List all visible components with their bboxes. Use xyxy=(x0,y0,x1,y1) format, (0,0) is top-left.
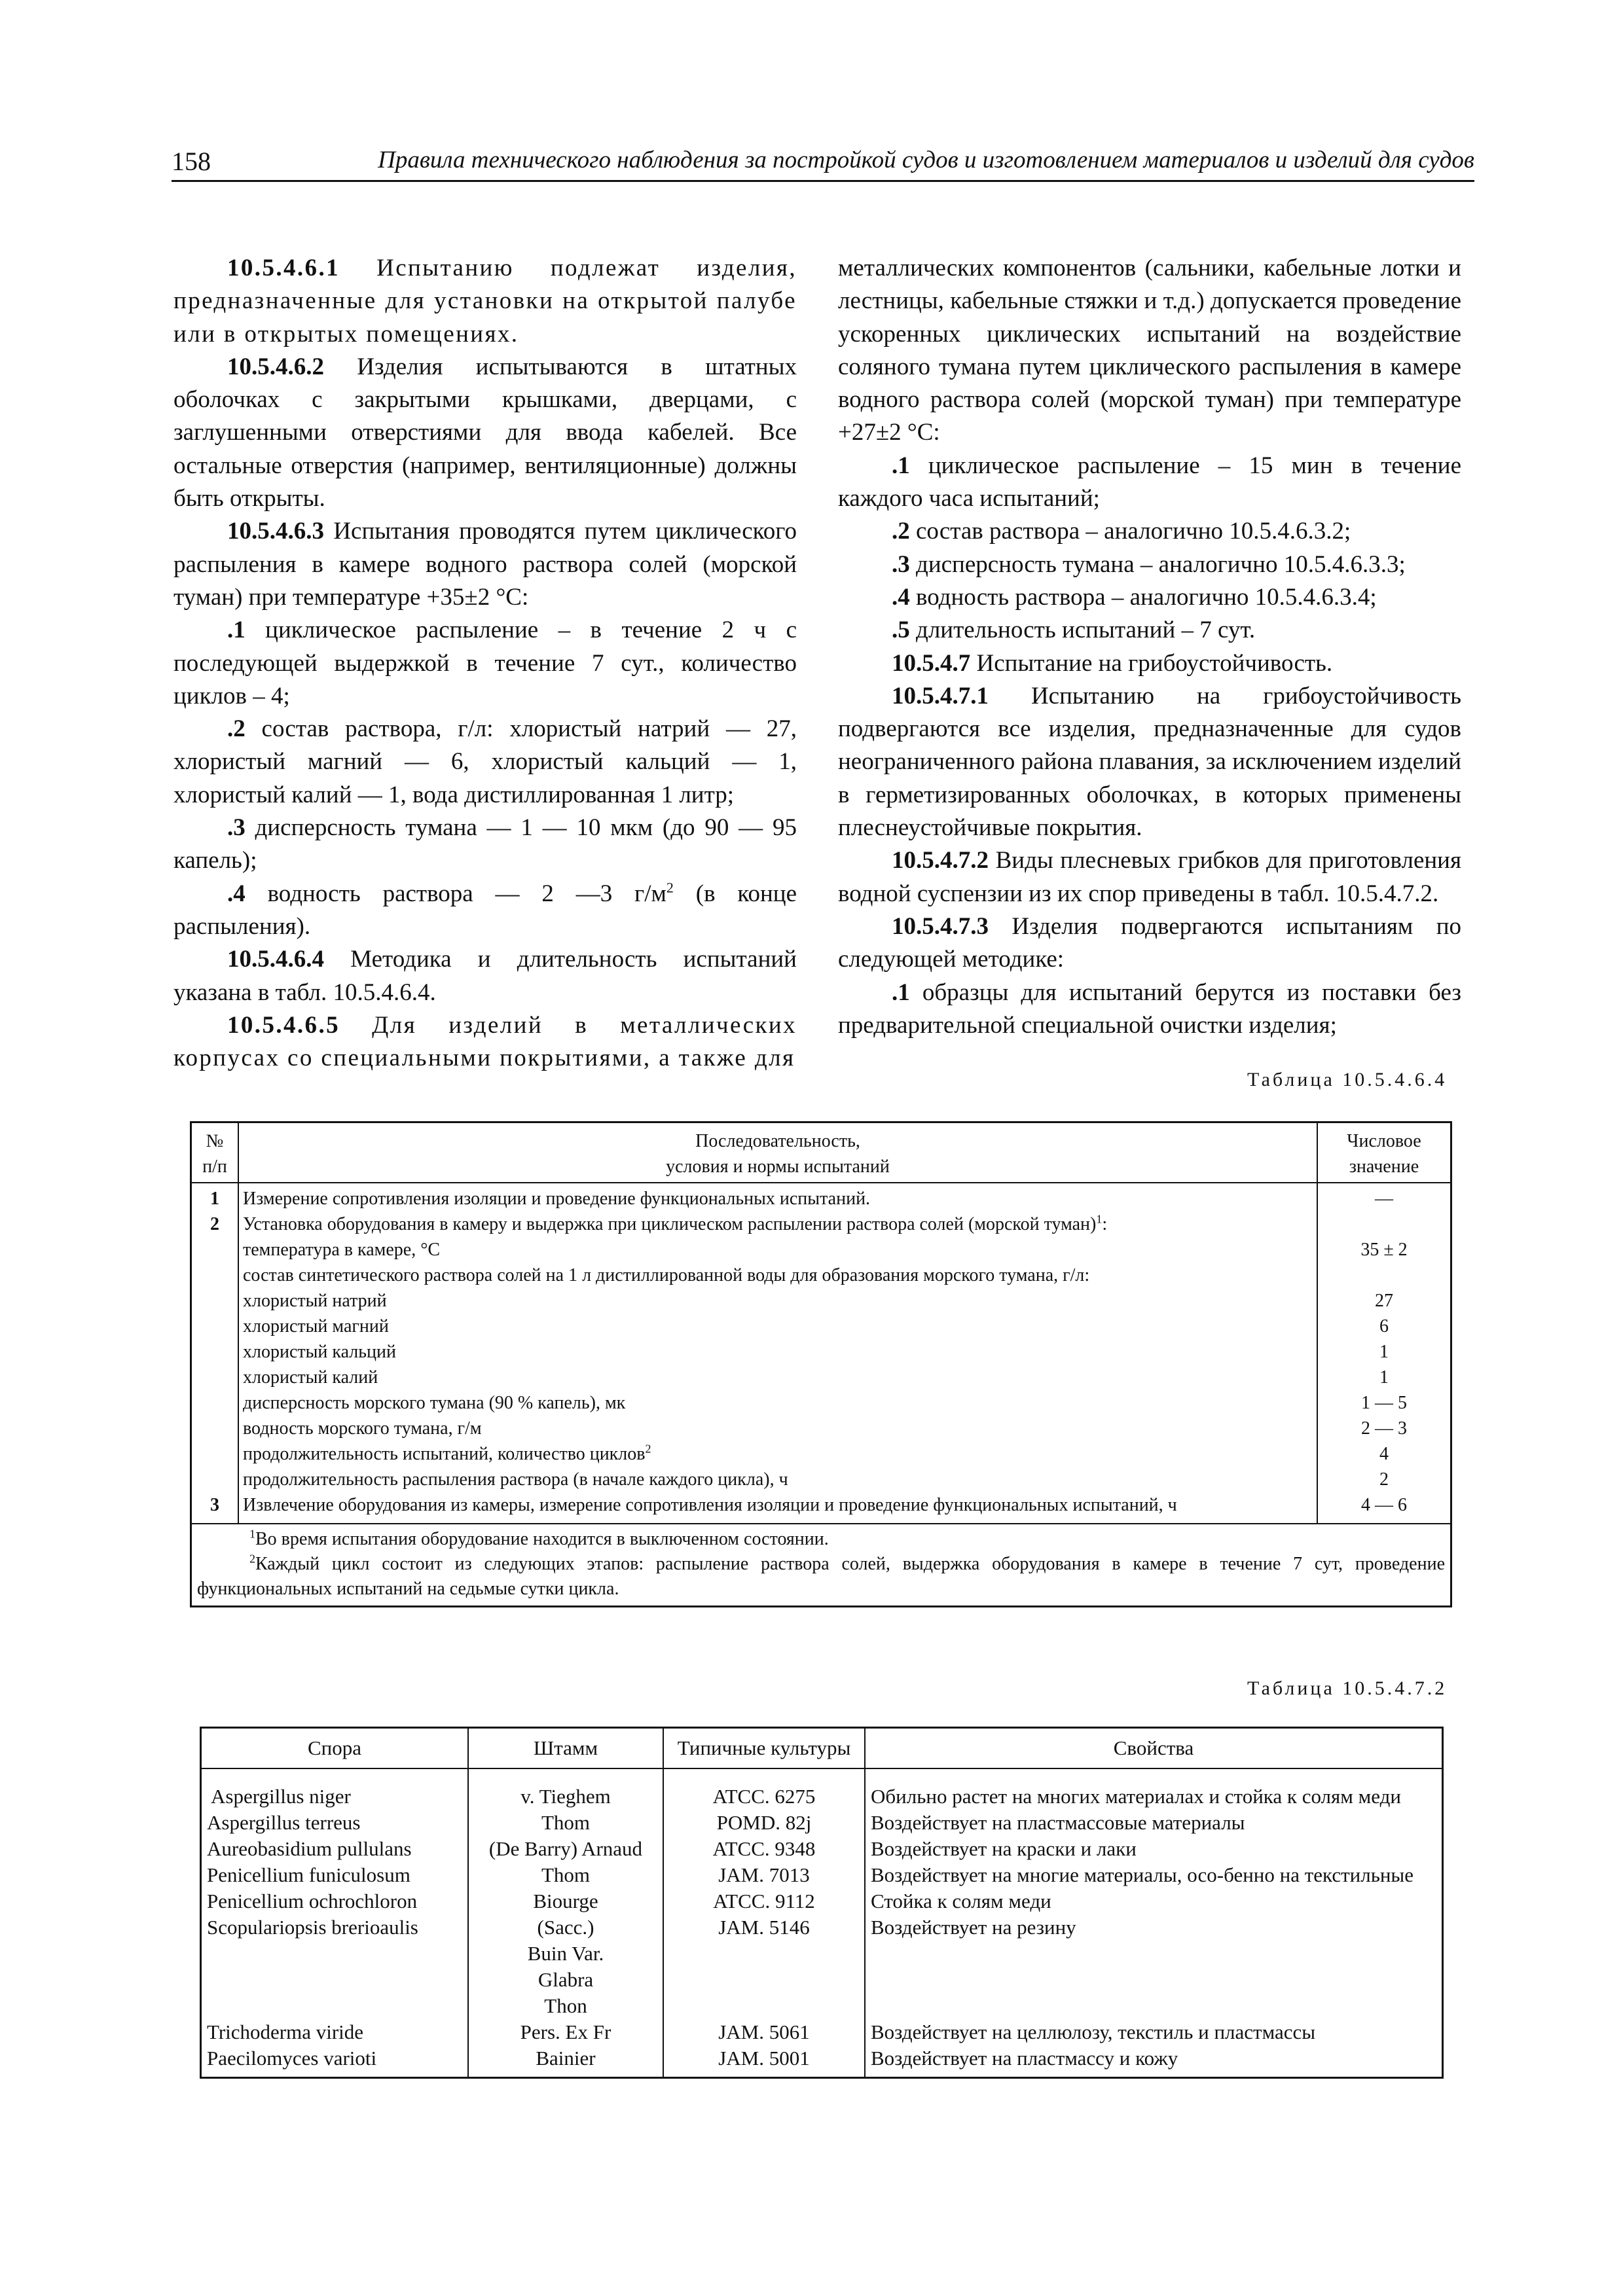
row-number xyxy=(191,1365,239,1390)
strain-cell: Thon xyxy=(468,1993,663,2019)
list-item-4: .4 водность раствора – аналогично 10.5.4.6.3.4; xyxy=(892,583,1377,611)
row-description: температура в камере, °С xyxy=(238,1237,1317,1263)
paragraph-10-5-4-7-3: 10.5.4.7.3 Изделия подвергаются испытаниям по следующей методике: xyxy=(838,912,1461,973)
footnote-1: $^1$Во время испытания оборудование находится в выключенном состоянии. xyxy=(249,1527,829,1549)
spore-cell: Scopulariopsis brerioaulis xyxy=(201,1914,469,1941)
row-value: 6 xyxy=(1317,1314,1451,1339)
column-header-culture: Типичные культуры xyxy=(663,1728,865,1769)
paragraph-10-5-4-7-2: 10.5.4.7.2 Виды плесневых грибков для приготовления водной суспензии из их спор приведены в табл. 10.5.4.7.2. xyxy=(838,847,1461,907)
culture-cell: JAM. 5061 xyxy=(663,2019,865,2045)
running-title: Правила технического наблюдения за постройкой судов и изготовлением материалов и изделий для судов xyxy=(378,147,1474,173)
table-row xyxy=(191,1237,1451,1263)
culture-cell xyxy=(663,1967,865,1993)
list-item-3: .3 дисперсность тумана – аналогично 10.5.4.6.3.3; xyxy=(892,550,1406,578)
row-number: 3 xyxy=(191,1492,239,1524)
strain-cell: (De Barry) Arnaud xyxy=(468,1836,663,1862)
properties-cell: Воздействует на многие материалы, осо-бенно на текстильные xyxy=(865,1862,1443,1888)
table-10-5-4-6-4 xyxy=(190,1121,1452,1607)
properties-cell: Воздействует на краски и лаки xyxy=(865,1836,1443,1862)
column-header-spore: Спора xyxy=(201,1728,469,1769)
spore-cell: Aspergillus niger xyxy=(201,1768,469,1810)
row-number xyxy=(191,1263,239,1288)
row-description: продолжительность испытаний, количество циклов$^2$ xyxy=(238,1441,1317,1467)
right-column xyxy=(838,252,1461,1042)
table-row xyxy=(201,1993,1443,2019)
strain-cell: v. Tieghem xyxy=(468,1768,663,1810)
spore-cell: Paecilomyces varioti xyxy=(201,2045,469,2078)
table-row xyxy=(201,1967,1443,1993)
table-row xyxy=(191,1263,1451,1288)
row-description: хлористый натрий xyxy=(238,1288,1317,1314)
list-item-2: .2 состав раствора – аналогично 10.5.4.6.3.2; xyxy=(892,518,1351,545)
table1-notes xyxy=(191,1524,1451,1607)
list-item-6: .1 образцы для испытаний берутся из поставки без предварительной специальной очистки изделия; xyxy=(838,978,1461,1039)
properties-cell xyxy=(865,1993,1443,2019)
column-header-value: Числовое значение xyxy=(1317,1122,1451,1183)
table-row xyxy=(191,1339,1451,1365)
strain-cell: Thom xyxy=(468,1810,663,1836)
row-value: 35 ± 2 xyxy=(1317,1237,1451,1263)
row-number xyxy=(191,1467,239,1492)
spore-cell: Trichoderma viride xyxy=(201,2019,469,2045)
section-10-5-4-7: 10.5.4.7 Испытание на грибоустойчивость. xyxy=(892,649,1333,677)
table-row xyxy=(201,1914,1443,1941)
row-value: 1 — 5 xyxy=(1317,1390,1451,1416)
table-row xyxy=(201,1836,1443,1862)
row-description: состав синтетического раствора солей на 1 л дистиллированной воды для образования морского тумана, г/л: xyxy=(238,1263,1317,1288)
spore-cell: Aureobasidium pullulans xyxy=(201,1836,469,1862)
spore-cell: Penicellium ochrochloron xyxy=(201,1888,469,1914)
table-row xyxy=(191,1467,1451,1492)
table-row xyxy=(191,1365,1451,1390)
row-value: 2 — 3 xyxy=(1317,1416,1451,1441)
row-value: 2 xyxy=(1317,1467,1451,1492)
paragraph-10-5-4-7-1: 10.5.4.7.1 Испытанию на грибоустойчивость подвергаются все изделия, предназначенные для судов неограниченного района плавания, за исключением изделий в герметизированных оболочках, в которых применены плеснеустойчивые покрытия. xyxy=(838,682,1461,842)
row-number xyxy=(191,1288,239,1314)
table-row xyxy=(201,2019,1443,2045)
properties-cell xyxy=(865,1941,1443,1967)
paragraph-10-5-4-6-4: 10.5.4.6.4 Методика и длительность испытаний указана в табл. 10.5.4.6.4. xyxy=(173,946,797,1006)
properties-cell xyxy=(865,1967,1443,1993)
paragraph-10-5-4-6-2: 10.5.4.6.2 Изделия испытываются в штатных оболочках с закрытыми крышками, дверцами, с заглушенными отверстиями для ввода кабелей. Все остальные отверстия (например, вентиляционные) должны быть открыты. xyxy=(173,353,797,512)
row-number xyxy=(191,1441,239,1467)
list-item-1: .1 циклическое распыление – в течение 2 ч с последующей выдержкой в течение 7 сут., количество циклов – 4; xyxy=(173,617,797,709)
list-item-3: .3 дисперсность тумана — 1 — 10 мкм (до 90 — 95 капель); xyxy=(173,814,797,874)
culture-cell: ATCC. 9112 xyxy=(663,1888,865,1914)
row-description: Измерение сопротивления изоляции и проведение функциональных испытаний. xyxy=(238,1183,1317,1211)
table-10-5-4-7-2 xyxy=(200,1727,1444,2079)
row-description: водность морского тумана, г/м xyxy=(238,1416,1317,1441)
row-number xyxy=(191,1416,239,1441)
table2-caption: Таблица 10.5.4.7.2 xyxy=(1247,1677,1448,1699)
row-description: Извлечение оборудования из камеры, измерение сопротивления изоляции и проведение функциональных испытаний, ч xyxy=(238,1492,1317,1524)
table-row xyxy=(191,1416,1451,1441)
row-value: 1 xyxy=(1317,1339,1451,1365)
table-row xyxy=(191,1314,1451,1339)
table-row xyxy=(201,1862,1443,1888)
properties-cell: Воздействует на пластмассовые материалы xyxy=(865,1810,1443,1836)
culture-cell: JAM. 5146 xyxy=(663,1914,865,1941)
row-description: Установка оборудования в камеру и выдержка при циклическом распылении раствора солей (морской туман)$^1$: xyxy=(238,1211,1317,1237)
table-row xyxy=(201,1768,1443,1810)
strain-cell: Pers. Ex Fr xyxy=(468,2019,663,2045)
spore-cell xyxy=(201,1967,469,1993)
spore-cell: Penicellium funiculosum xyxy=(201,1862,469,1888)
row-number: 1 xyxy=(191,1183,239,1211)
list-item-5: .5 длительность испытаний – 7 сут. xyxy=(892,617,1256,644)
list-item-2: .2 состав раствора, г/л: хлористый натрий — 27, хлористый магний — 6, хлористый кальций — 1, хлористый калий — 1, вода дистиллированная 1 литр; xyxy=(173,715,797,808)
row-number xyxy=(191,1390,239,1416)
row-number xyxy=(191,1314,239,1339)
row-number: 2 xyxy=(191,1211,239,1237)
row-description: хлористый магний xyxy=(238,1314,1317,1339)
culture-cell: JAM. 7013 xyxy=(663,1862,865,1888)
strain-cell: (Sacc.) xyxy=(468,1914,663,1941)
strain-cell: Bainier xyxy=(468,2045,663,2078)
culture-cell xyxy=(663,1941,865,1967)
row-description: хлористый кальций xyxy=(238,1339,1317,1365)
properties-cell: Воздействует на резину xyxy=(865,1914,1443,1941)
row-value: 4 — 6 xyxy=(1317,1492,1451,1524)
table-row xyxy=(201,1941,1443,1967)
row-value xyxy=(1317,1211,1451,1237)
table-row xyxy=(191,1183,1451,1211)
paragraph-10-5-4-6-3: 10.5.4.6.3 Испытания проводятся путем циклического распыления в камере водного раствора солей (морской туман) при температуре +35±2 °С: xyxy=(173,518,797,611)
culture-cell: POMD. 82j xyxy=(663,1810,865,1836)
table-row xyxy=(201,1888,1443,1914)
culture-cell: ATCC. 6275 xyxy=(663,1768,865,1810)
table1-caption: Таблица 10.5.4.6.4 xyxy=(1247,1069,1448,1090)
properties-cell: Обильно растет на многих материалах и стойка к солям меди xyxy=(865,1768,1443,1810)
table-row xyxy=(191,1288,1451,1314)
column-header-number: № п/п xyxy=(191,1122,239,1183)
row-number xyxy=(191,1237,239,1263)
column-header-strain: Штамм xyxy=(468,1728,663,1769)
table-row xyxy=(201,2045,1443,2078)
spore-cell xyxy=(201,1993,469,2019)
strain-cell: Biourge xyxy=(468,1888,663,1914)
table-row xyxy=(191,1211,1451,1237)
table-row xyxy=(191,1441,1451,1467)
culture-cell: ATCC. 9348 xyxy=(663,1836,865,1862)
spore-cell: Aspergillus terreus xyxy=(201,1810,469,1836)
culture-cell xyxy=(663,1993,865,2019)
row-number xyxy=(191,1339,239,1365)
properties-cell: Стойка к солям меди xyxy=(865,1888,1443,1914)
strain-cell: Buin Var. xyxy=(468,1941,663,1967)
table-row xyxy=(191,1492,1451,1524)
left-column xyxy=(173,252,797,1075)
footnote-2: $^2$Каждый цикл состоит из следующих этапов: распыление раствора солей, выдержка оборудования в камере в течение 7 сут, проведение функциональных испытаний на седьмые сутки цикла. xyxy=(197,1552,1445,1599)
row-value: 4 xyxy=(1317,1441,1451,1467)
row-description: дисперсность морского тумана (90 % капель), мк xyxy=(238,1390,1317,1416)
list-item-4: .4 водность раствора — 2 —3 $г/м^2$ (в конце распыления). xyxy=(173,879,797,940)
table-row xyxy=(201,1810,1443,1836)
column-header-description: Последовательность, условия и нормы испытаний xyxy=(238,1122,1317,1183)
page-number: 158 xyxy=(172,147,211,176)
table-row xyxy=(191,1390,1451,1416)
properties-cell: Воздействует на целлюлозу, текстиль и пластмассы xyxy=(865,2019,1443,2045)
paragraph-10-5-4-6-5: 10.5.4.6.5 Для изделий в металлических корпусах со специальными покрытиями, а также для xyxy=(173,1011,797,1072)
page-header xyxy=(172,141,1474,182)
paragraph-continued: металлических компонентов (сальники, кабельные лотки и лестницы, кабельные стяжки и т.д.) допускается проведение ускоренных циклических испытаний на воздействие соляного тумана путем циклического распыления в камере водного раствора солей (морской туман) при температуре +27±2 °С: xyxy=(838,255,1461,446)
row-value: 1 xyxy=(1317,1365,1451,1390)
column-header-properties: Свойства xyxy=(865,1728,1443,1769)
row-value: 27 xyxy=(1317,1288,1451,1314)
row-description: хлористый калий xyxy=(238,1365,1317,1390)
strain-cell: Thom xyxy=(468,1862,663,1888)
row-description: продолжительность распыления раствора (в начале каждого цикла), ч xyxy=(238,1467,1317,1492)
list-item-1: .1 циклическое распыление – 15 мин в течение каждого часа испытаний; xyxy=(838,452,1461,512)
paragraph-10-5-4-6-1: 10.5.4.6.1 Испытанию подлежат изделия, предназначенные для установки на открытой палубе или в открытых помещениях. xyxy=(173,255,797,348)
properties-cell: Воздействует на пластмассу и кожу xyxy=(865,2045,1443,2078)
culture-cell: JAM. 5001 xyxy=(663,2045,865,2078)
row-value: — xyxy=(1317,1183,1451,1211)
row-value xyxy=(1317,1263,1451,1288)
spore-cell xyxy=(201,1941,469,1967)
strain-cell: Glabra xyxy=(468,1967,663,1993)
